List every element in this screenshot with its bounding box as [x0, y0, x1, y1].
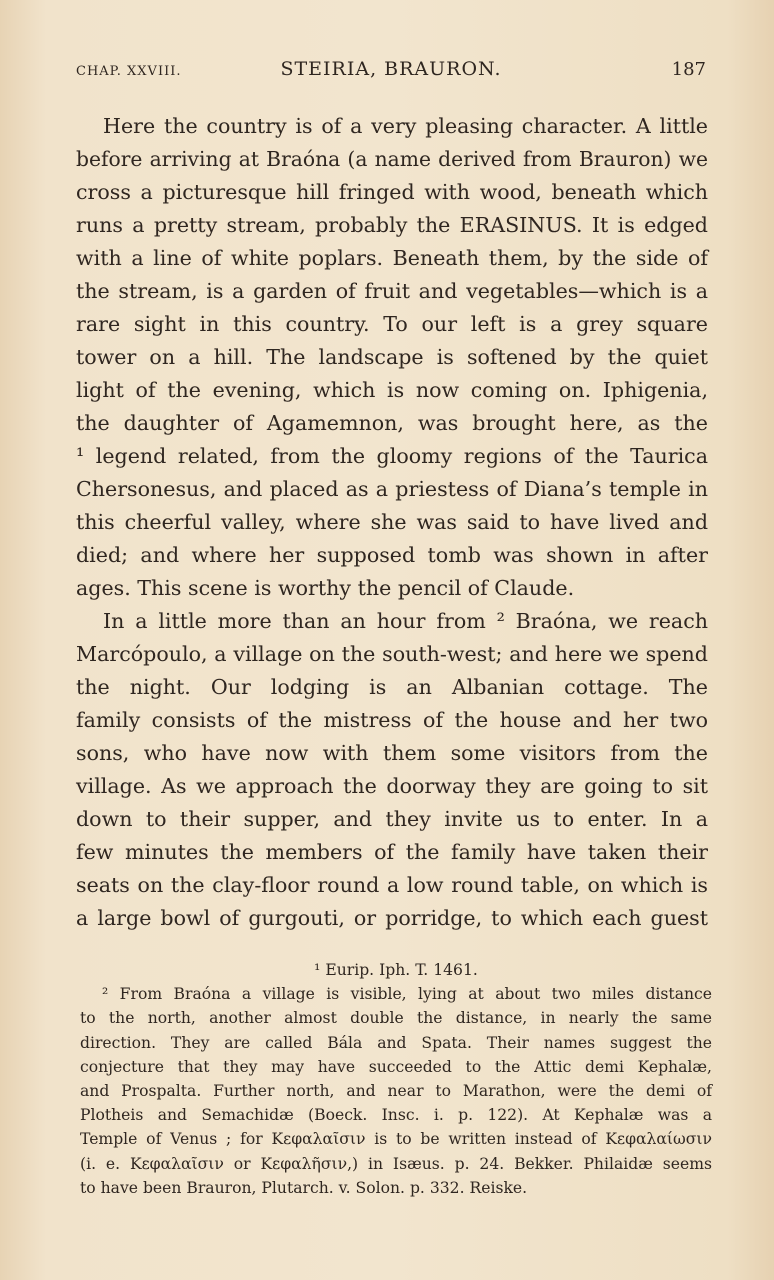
footnote-line: to the north, another almost double the distance, in nearly the same [80, 1009, 712, 1028]
text-line: In a little more than an hour from ² Braóna, we reach [103, 609, 708, 633]
text-line: with a line of white poplars. Beneath them, by the side of [76, 246, 708, 270]
paragraph-1 [76, 110, 708, 605]
text-line: ¹ legend related, from the gloomy regions of the Taurica [76, 444, 708, 468]
footnote-line: Temple of Venus ; for Κεφαλαῖσιν is to be written instead of Κεφαλαίωσιν [80, 1130, 712, 1149]
page-number: 187 [671, 59, 706, 80]
footnote-line: and Prospalta. Further north, and near to Marathon, were the demi of [80, 1081, 712, 1100]
text-line: Here the country is of a very pleasing character. A little [103, 114, 708, 138]
footnote-line: (i. e. Κεφαλαῖσιν or Κεφαλῆσιν,) in Isæus. p. 24. Bekker. Philaidæ seems [80, 1154, 712, 1173]
paragraph-2 [76, 605, 708, 935]
text-line: family consists of the mistress of the house and her two [76, 708, 708, 732]
text-line: runs a pretty stream, probably the ERASINUS. It is edged [76, 213, 708, 237]
text-line: the daughter of Agamemnon, was brought here, as the [76, 411, 708, 435]
text-line: light of the evening, which is now coming on. Iphigenia, [76, 378, 708, 402]
footnote-line: to have been Brauron, Plutarch. v. Solon. p. 332. Reiske. [80, 1178, 528, 1197]
running-head [76, 58, 706, 86]
text-line: tower on a hill. The landscape is softened by the quiet [76, 345, 708, 369]
text-line: Marcópoulo, a village on the south-west; and here we spend [76, 642, 708, 666]
text-line: ages. This scene is worthy the pencil of Claude. [76, 576, 575, 600]
footnote-line: Plotheis and Semachidæ (Boeck. Insc. i. p. 122). At Kephalæ was a [80, 1106, 712, 1125]
running-title: STEIRIA, BRAURON. [280, 58, 502, 80]
footnotes [80, 958, 712, 1200]
footnote-1: ¹ Eurip. Iph. T. 1461. [314, 961, 478, 979]
chapter-label: CHAP. XXVIII. [76, 64, 182, 79]
text-line: died; and where her supposed tomb was shown in after [76, 543, 708, 567]
text-line: Chersonesus, and placed as a priestess of Diana’s temple in [76, 477, 708, 501]
body-text [76, 110, 708, 935]
text-line: before arriving at Braóna (a name derived from Brauron) we [76, 147, 708, 171]
footnote-2 [80, 982, 712, 1200]
text-line: the night. Our lodging is an Albanian cottage. The [76, 675, 708, 699]
footnote-line: ² From Braóna a village is visible, lying at about two miles distance [102, 985, 712, 1004]
footnote-line: conjecture that they may have succeeded to the Attic demi Kephalæ, [80, 1057, 712, 1076]
text-line: the stream, is a garden of fruit and vegetables—which is a [76, 279, 708, 303]
text-line: a large bowl of gurgouti, or porridge, to which each guest [76, 906, 708, 930]
text-line: sons, who have now with them some visitors from the [76, 741, 708, 765]
text-line: down to their supper, and they invite us to enter. In a [76, 807, 708, 831]
footnote-line: direction. They are called Bála and Spata. Their names suggest the [80, 1033, 712, 1052]
text-line: seats on the clay-floor round a low round table, on which is [76, 873, 708, 897]
text-line: cross a picturesque hill fringed with wood, beneath which [76, 180, 708, 204]
text-line: few minutes the members of the family have taken their [76, 840, 708, 864]
text-line: village. As we approach the doorway they are going to sit [76, 774, 708, 798]
text-line: rare sight in this country. To our left is a grey square [76, 312, 708, 336]
text-line: this cheerful valley, where she was said to have lived and [76, 510, 708, 534]
